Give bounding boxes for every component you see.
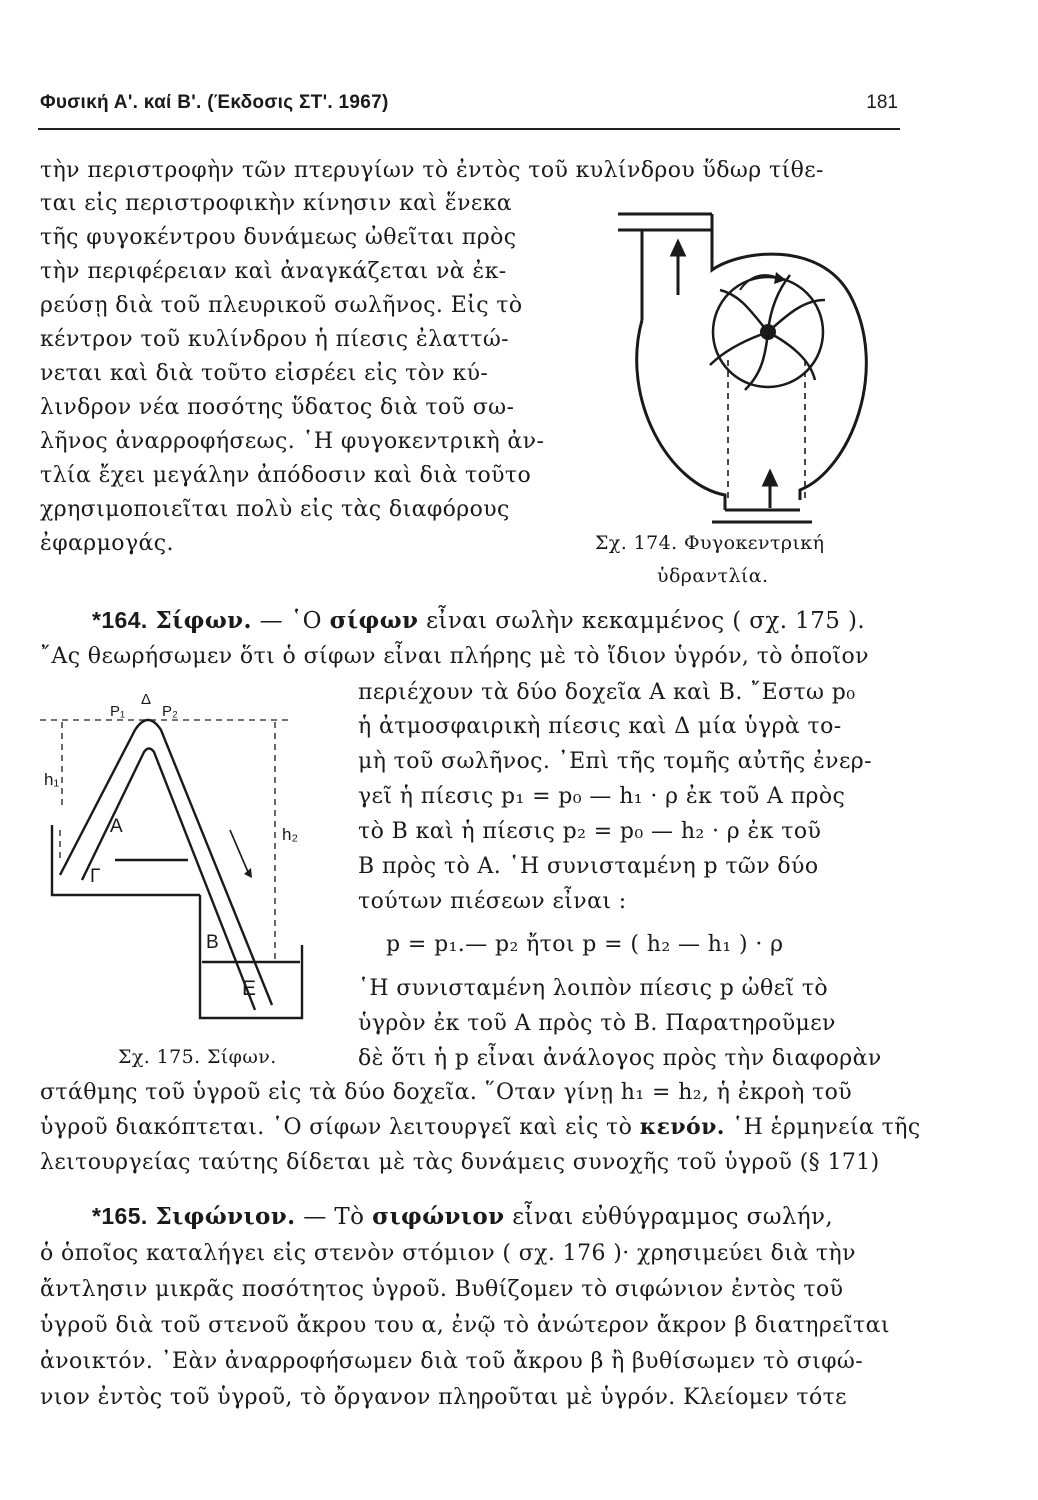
text-line: ἐφαρμογάς.: [40, 531, 174, 556]
text-line: στάθμης τοῦ ὑγροῦ εἰς τὰ δύο δοχεῖα. ῞Οταν γίνῃ h₁ = h₂, ἡ ἐκροὴ τοῦ: [40, 1080, 853, 1105]
term: σιφώνιον: [372, 1203, 505, 1230]
text-line: τούτων πιέσεων εἶναι :: [358, 889, 627, 914]
label-h2: h₂: [282, 825, 299, 844]
text-line: ὁ ὁποῖος καταλήγει εἰς στενὸν στόμιον ( σχ. 176 )· χρησιμεύει διὰ τὴν: [40, 1241, 856, 1266]
section-title: Σιφώνιον.: [155, 1203, 296, 1230]
label-p1: P₁: [110, 703, 126, 720]
term: σίφων: [329, 607, 419, 634]
term: κενόν.: [639, 1114, 725, 1140]
page-number: 181: [866, 92, 898, 113]
text-line: τλία ἔχει μεγάλην ἀπόδοσιν καὶ διὰ τοῦτο: [40, 463, 532, 488]
text-line: χρησιμοποιεῖται πολὺ εἰς τὰς διαφόρους: [40, 497, 510, 522]
text-line: γεῖ ἡ πίεσις p₁ = p₀ — h₁ · ρ ἐκ τοῦ Α πρὸς: [358, 784, 846, 809]
fig174-caption: Σχ. 174. Φυγοκεντρική: [595, 532, 825, 554]
text-line: νεται καὶ διὰ τοῦτο εἰσρέει εἰς τὸν κύ-: [40, 361, 489, 386]
text-line: τὴν περιστροφὴν τῶν πτερυγίων τὸ ἐντὸς τοῦ κυλίνδρου ὕδωρ τίθε-: [40, 158, 824, 183]
label-delta: Δ: [141, 691, 152, 708]
fig175-caption: Σχ. 175. Σίφων.: [118, 1046, 277, 1068]
formula: p = p₁.— p₂ ἤτοι p = ( h₂ — h₁ ) · ρ: [386, 932, 784, 957]
running-header: Φυσική Α'. καί Β'. (Έκδοσις ΣΤ'. 1967): [40, 92, 389, 113]
label-A: A: [110, 816, 123, 837]
label-gamma: Γ: [90, 866, 101, 887]
text-line: περιέχουν τὰ δύο δοχεῖα Α καὶ Β. ῎Εστω p₀: [358, 680, 856, 705]
text-line: λινδρον νέα ποσότης ὕδατος διὰ τοῦ σω-: [40, 395, 515, 420]
section-number: *164.: [92, 607, 148, 633]
siphon-figure: [40, 690, 340, 1035]
text-line: ἡ ἀτμοσφαιρικὴ πίεσις καὶ Δ μία ὑγρὰ το-: [358, 714, 842, 739]
text-line: ὑγροῦ διὰ τοῦ στενοῦ ἄκρου του α, ἐνῷ τὸ ἀνώτερον ἄκρον β διατηρεῖται: [40, 1313, 890, 1338]
text-line: ὑγρὸν ἐκ τοῦ Α πρὸς τὸ Β. Παρατηροῦμεν: [358, 1011, 836, 1036]
text-line: δὲ ὅτι ἡ p εἶναι ἀνάλογος πρὸς τὴν διαφορὰν: [358, 1046, 882, 1071]
text-line: ῾Η συνισταμένη λοιπὸν πίεσις p ὠθεῖ τὸ: [358, 976, 829, 1001]
text-line: ται εἰς περιστροφικὴν κίνησιν καὶ ἕνεκα: [40, 191, 513, 216]
label-B: B: [206, 932, 219, 953]
text-line: νιον ἐντὸς τοῦ ὑγροῦ, τὸ ὄργανον πληροῦται μὲ ὑγρόν. Κλείομεν τότε: [40, 1385, 847, 1410]
section-title: Σίφων.: [155, 607, 252, 634]
text-line: τὴν περιφέρειαν καὶ ἀναγκάζεται νὰ ἐκ-: [40, 259, 507, 284]
text-line: λειτουργείας ταύτης δίδεται μὲ τὰς δυνάμεις συνοχῆς τοῦ ὑγροῦ (§ 171): [40, 1150, 880, 1175]
text-line: ῎Ας θεωρήσωμεν ὅτι ὁ σίφων εἶναι πλήρης μὲ τὸ ἴδιον ὑγρόν, τὸ ὁποῖον: [40, 644, 869, 669]
text-line: ἀνοικτόν. ᾿Εὰν ἀναρροφήσωμεν διὰ τοῦ ἄκρου β ἢ βυθίσωμεν τὸ σιφώ-: [40, 1349, 864, 1374]
text-line: κέντρον τοῦ κυλίνδρου ἡ πίεσις ἐλαττώ-: [40, 327, 510, 352]
fig174-caption-line2: ὑδραντλία.: [657, 565, 769, 587]
text-line: λῆνος ἀναρροφήσεως. ῾Η φυγοκεντρικὴ ἀν-: [40, 429, 545, 454]
text-line: ὑγροῦ διακόπτεται. ῾Ο σίφων λειτουργεῖ καὶ εἰς τὸ κενόν. ῾Η ἑρμηνεία τῆς: [40, 1114, 921, 1140]
text-line: τὸ Β καὶ ἡ πίεσις p₂ = p₀ — h₂ · ρ ἐκ τοῦ: [358, 819, 822, 844]
label-h1: h₁: [44, 770, 60, 789]
text-line: ἄντλησιν μικρᾶς ποσότητος ὑγροῦ. Βυθίζομεν τὸ σιφώνιον ἐντὸς τοῦ: [40, 1277, 844, 1302]
text-line: ρεύσῃ διὰ τοῦ πλευρικοῦ σωλῆνος. Εἰς τὸ: [40, 293, 523, 318]
centrifugal-pump-figure: [600, 200, 900, 530]
header-rule: [38, 128, 900, 130]
section-number: *165.: [92, 1203, 148, 1229]
text-line: Β πρὸς τὸ Α. ῾Η συνισταμένη p τῶν δύο: [358, 854, 819, 879]
section-165-heading: *165. Σιφώνιον. — Τὸ σιφώνιον εἶναι εὐθύγραμμος σωλήν,: [92, 1203, 834, 1230]
label-E: E: [242, 977, 257, 1000]
label-p2: P₂: [162, 703, 178, 720]
text-line: μὴ τοῦ σωλῆνος. ᾿Επὶ τῆς τομῆς αὐτῆς ἐνερ-: [358, 749, 872, 774]
text-line: τῆς φυγοκέντρου δυνάμεως ὠθεῖται πρὸς: [40, 225, 517, 250]
section-164-heading: *164. Σίφων. — ῾Ο σίφων εἶναι σωλὴν κεκαμμένος ( σχ. 175 ).: [92, 607, 866, 634]
